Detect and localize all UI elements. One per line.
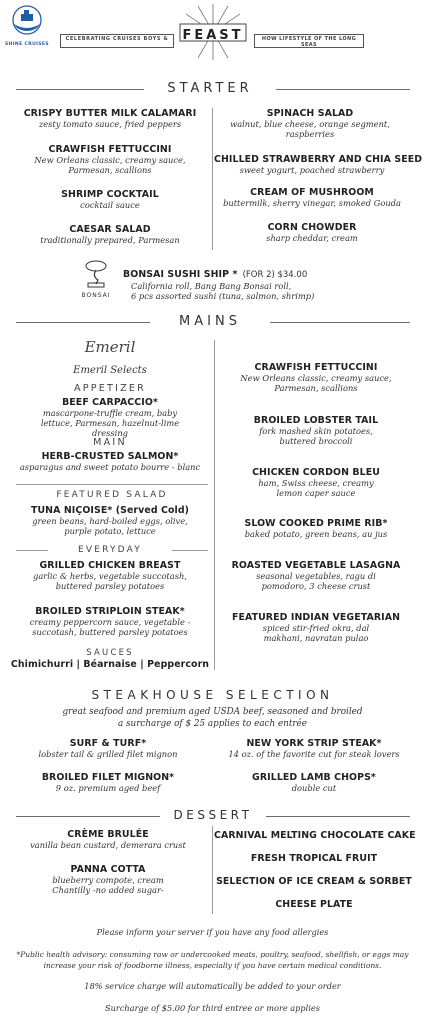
- dish-description: asparagus and sweet potato bourre - blanc: [19, 462, 201, 472]
- dish-description: sharp cheddar, cream: [266, 233, 358, 243]
- dish-description: California roll, Bang Bang Bonsai roll,: [131, 281, 292, 291]
- dessert-item: SELECTION OF ICE CREAM & SORBET: [216, 876, 412, 887]
- starter-item: [12, 224, 208, 245]
- dessert-heading: DESSERT: [173, 808, 253, 822]
- dish-name: SPINACH SALAD: [266, 108, 354, 119]
- dessert-item: FRESH TROPICAL FRUIT: [250, 853, 378, 864]
- steakhouse-intro: great seafood and premium aged USDA beef, seasoned and broiled: [62, 707, 363, 717]
- dish-name: NEW YORK STRIP STEAK*: [246, 738, 382, 749]
- mains-item: [218, 612, 414, 643]
- dish-name: PANNA COTTA: [70, 864, 146, 875]
- main-label: MAIN: [93, 437, 127, 448]
- service-charge-notice: 18% service charge will automatically be added to your order: [84, 981, 341, 991]
- dish-description: garlic & herbs, vegetable succotash, buttered parsley potatoes: [33, 571, 187, 592]
- allergy-notice: Please inform your server if you have any food allergies: [96, 927, 329, 937]
- mains-item: [218, 415, 414, 446]
- divider: [16, 89, 144, 90]
- everyday-label: EVERYDAY: [77, 545, 143, 555]
- right-banner-text: HOW LIFESTYLE OF THE LONG SEAS: [261, 36, 357, 48]
- divider: [16, 322, 150, 323]
- dish-name: SURF & TURF*: [69, 738, 147, 749]
- starter-item: [228, 108, 392, 139]
- mains-item: [8, 606, 212, 637]
- dish-name: CAESAR SALAD: [69, 224, 151, 235]
- mains-item: [218, 518, 414, 539]
- dish-name: CORN CHOWDER: [267, 222, 357, 233]
- sauces-list: Chimichurri | Béarnaise | Peppercorn: [10, 659, 210, 670]
- health-advisory: *Public health advisory: consuming raw or undercooked meats, poultry, seafood, shellfish, or eggs may: [16, 950, 409, 959]
- dish-name: BROILED STRIPLOIN STEAK*: [35, 606, 185, 617]
- health-advisory: increase your risk of foodborne illness, especially if you have certain medical conditions.: [43, 961, 382, 970]
- dish-description: walnut, blue cheese, orange segment, raspberries: [230, 119, 390, 140]
- mains-item: [218, 362, 414, 393]
- divider: [16, 484, 208, 485]
- bonsai-logo-text: BONSAI: [81, 292, 111, 299]
- dessert-item: [10, 829, 206, 850]
- dish-description: 14 oz. of the favorite cut for steak lovers: [228, 749, 400, 759]
- dish-description: traditionally prepared, Parmesan: [40, 235, 180, 245]
- dish-description: New Orleans classic, creamy sauce, Parmesan, scallions: [240, 373, 392, 394]
- dish-name: BEEF CARPACCIO*: [62, 397, 158, 408]
- page-title: FEAST: [182, 28, 244, 43]
- mains-item: [12, 397, 208, 439]
- dish-name: SHRIMP COCKTAIL: [61, 189, 159, 200]
- dessert-item: CHEESE PLATE: [275, 899, 353, 910]
- mains-item: [218, 560, 414, 591]
- starter-item: [12, 108, 208, 129]
- steak-item: [214, 738, 414, 759]
- sauces-label: SAUCES: [86, 648, 134, 658]
- dish-name: CHILLED STRAWBERRY AND CHIA SEED: [214, 154, 423, 165]
- emeril-selects: Emeril Selects: [73, 365, 147, 376]
- steak-item: [10, 738, 206, 759]
- dish-name: CRISPY BUTTER MILK CALAMARI: [23, 108, 197, 119]
- dish-name: FEATURED INDIAN VEGETARIAN: [231, 612, 401, 623]
- steak-item: [10, 772, 206, 793]
- appetizer-label: APPETIZER: [74, 383, 146, 394]
- dish-name: CRAWFISH FETTUCCINI: [254, 362, 378, 373]
- dish-description: creamy peppercorn sauce, vegetable - succotash, buttered parsley potatoes: [29, 617, 191, 638]
- dish-description: zesty tomato sauce, fried peppers: [38, 119, 182, 129]
- cruise-logo: [4, 4, 50, 47]
- dish-description: baked potato, green beans, au jus: [244, 529, 388, 539]
- column-divider: [212, 108, 213, 250]
- dish-name: BONSAI SUSHI SHIP *: [123, 269, 238, 280]
- dish-price-note: (FOR 2) $34.00: [242, 270, 308, 280]
- starter-item: [12, 189, 208, 210]
- mains-heading: MAINS: [179, 314, 241, 329]
- dish-description: 9 oz. premium aged beef: [55, 783, 161, 793]
- starter-heading: STARTER: [167, 81, 253, 96]
- dish-description: green beans, hard-boiled eggs, olive, purple potato, lettuce: [32, 516, 188, 537]
- emeril-signature: Emeril: [84, 338, 136, 356]
- divider: [276, 89, 410, 90]
- ship-logo-icon: [4, 4, 50, 38]
- dish-description: vanilla bean custard, demerara crust: [30, 840, 186, 850]
- dish-name: HERB-CRUSTED SALMON*: [41, 451, 179, 462]
- dish-name: BROILED LOBSTER TAIL: [253, 415, 379, 426]
- dish-description: blueberry compote, cream Chantilly -no added sugar-: [52, 875, 164, 896]
- dish-name: GRILLED LAMB CHOPS*: [252, 772, 376, 783]
- divider: [16, 550, 48, 551]
- column-divider: [212, 826, 213, 914]
- column-divider: [214, 340, 215, 670]
- steak-item: [214, 772, 414, 793]
- dish-name: TUNA NIÇOISE* (Served Cold): [30, 505, 190, 516]
- dish-description: mascarpone-truffle cream, baby lettuce, Parmesan, hazelnut-lime dressing: [40, 408, 180, 439]
- dish-description: cocktail sauce: [80, 200, 140, 210]
- dish-description: spiced stir-fried okra, dal makhani, navratan pulao: [262, 623, 370, 644]
- divider: [266, 816, 410, 817]
- divider: [270, 322, 410, 323]
- divider: [16, 816, 160, 817]
- dish-description: fork mashed skin potatoes, buttered broccoli: [259, 426, 373, 447]
- starter-item: [26, 144, 194, 175]
- dish-description: double cut: [291, 783, 337, 793]
- dessert-item: [10, 864, 206, 895]
- mains-item: [218, 467, 414, 498]
- dish-description: buttermilk, sherry vinegar, smoked Gouda: [223, 198, 401, 208]
- dish-name: BROILED FILET MIGNON*: [41, 772, 175, 783]
- dish-description: New Orleans classic, creamy sauce, Parmesan, scallions: [34, 155, 186, 176]
- bonsai-logo: [76, 258, 116, 302]
- dish-name: CHICKEN CORDON BLEU: [252, 467, 380, 478]
- bonsai-tree-icon: [76, 258, 116, 288]
- starter-item: [214, 154, 423, 175]
- featured-salad-label: FEATURED SALAD: [56, 490, 168, 500]
- mains-item: [8, 451, 212, 472]
- dish-name: CREAM OF MUSHROOM: [250, 187, 374, 198]
- dish-name: CRÈME BRULÉE: [67, 829, 149, 840]
- steakhouse-intro: a surcharge of $ 25 applies to each entrée: [118, 719, 307, 729]
- dish-name: CRAWFISH FETTUCCINI: [48, 144, 172, 155]
- mains-item: [8, 560, 212, 591]
- starter-item: [214, 222, 410, 243]
- dish-description: sweet yogurt, poached strawberry: [239, 165, 385, 175]
- dish-name: ROASTED VEGETABLE LASAGNA: [231, 560, 401, 571]
- dish-description: ham, Swiss cheese, creamy lemon caper sauce: [258, 478, 374, 499]
- divider: [172, 550, 208, 551]
- bonsai-item: [123, 262, 423, 301]
- dish-description: 6 pcs assorted sushi (tuna, salmon, shrimp): [131, 291, 315, 302]
- mains-item: [8, 505, 212, 536]
- dish-name: GRILLED CHICKEN BREAST: [39, 560, 181, 571]
- dish-description: lobster tail & grilled filet mignon: [38, 749, 178, 759]
- starter-item: [214, 187, 410, 208]
- left-banner-text: CELEBRATING CRUISES BOYS &: [65, 36, 169, 42]
- surcharge-notice: Surcharge of $5.00 for third entree or more applies: [105, 1003, 320, 1013]
- dish-name: SLOW COOKED PRIME RIB*: [244, 518, 388, 529]
- dish-description: seasonal vegetables, ragu di pomodoro, 3 cheese crust: [256, 571, 376, 592]
- steakhouse-heading: STEAKHOUSE SELECTION: [91, 688, 334, 702]
- logo-text: SHINE CRUISES: [5, 42, 49, 47]
- dessert-item: CARNIVAL MELTING CHOCOLATE CAKE: [214, 830, 416, 841]
